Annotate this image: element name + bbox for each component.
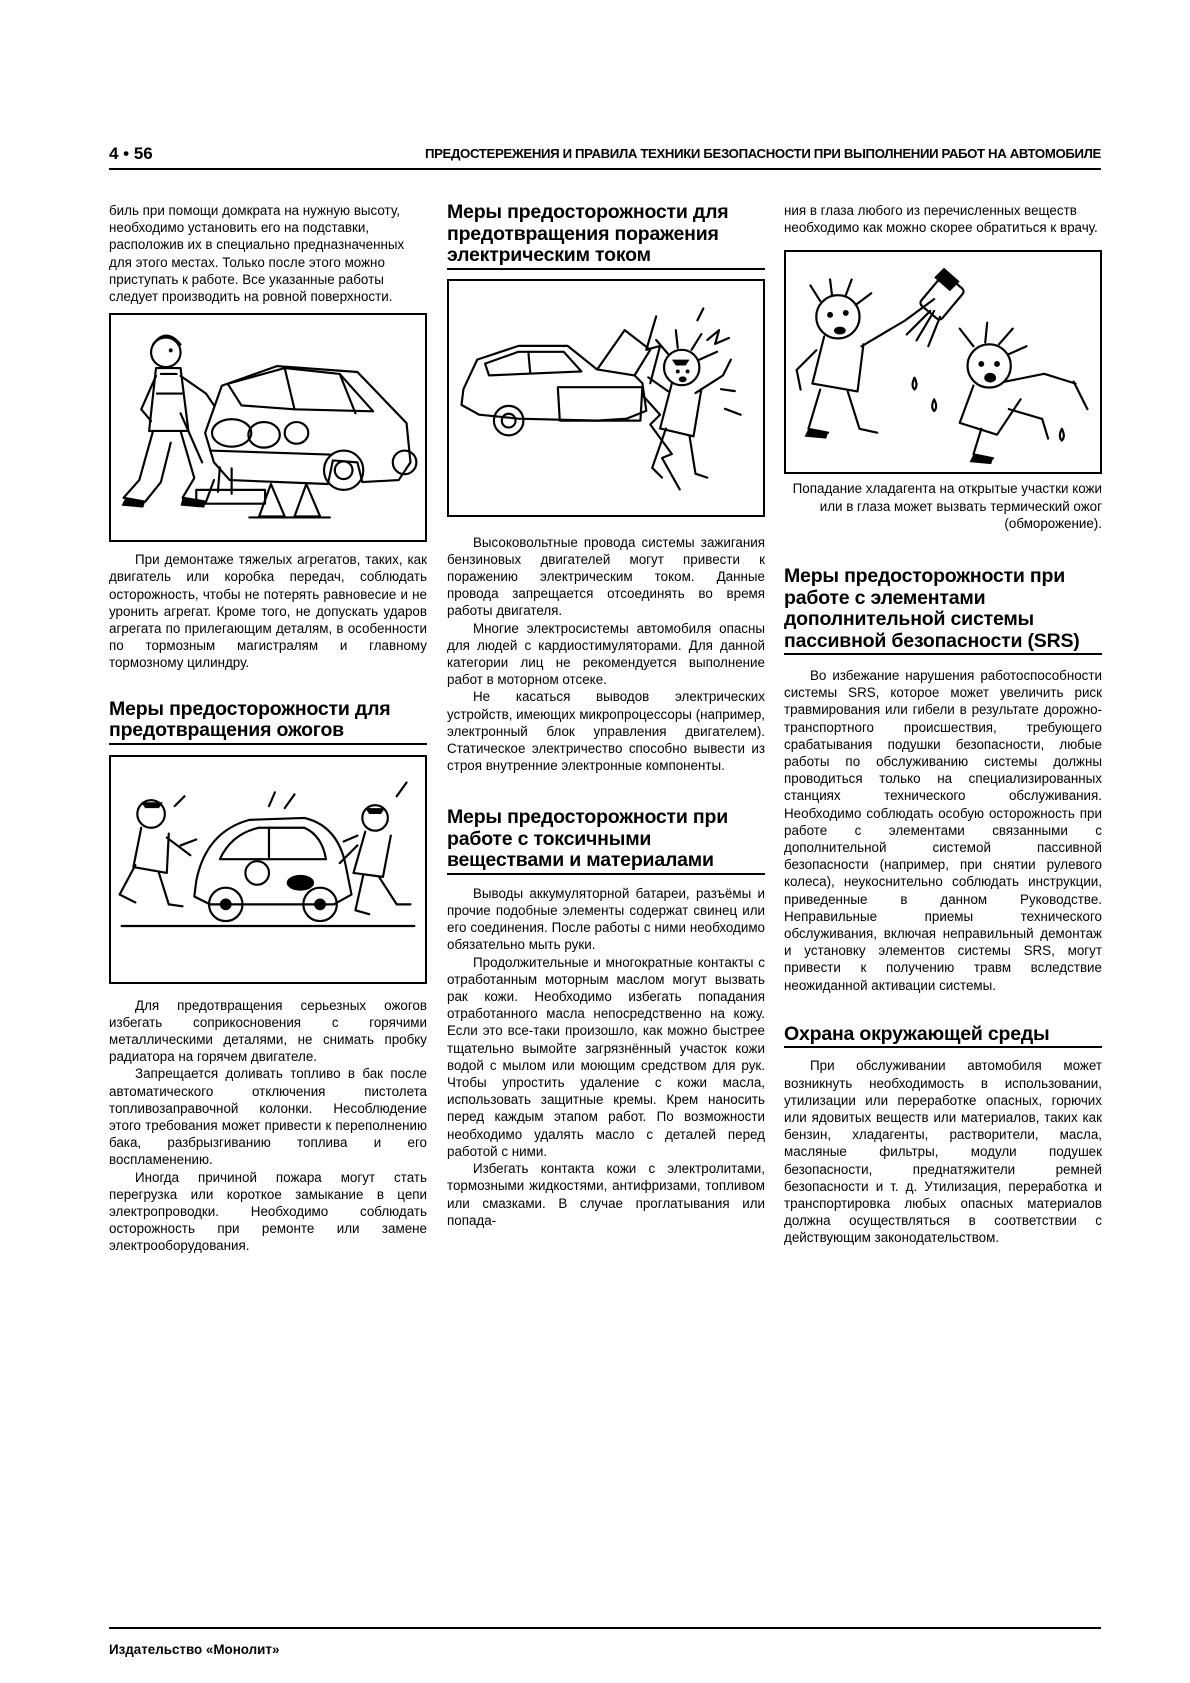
refrigerant-drawing (786, 252, 1100, 472)
footer-rule (109, 1627, 1101, 1629)
publisher: Издательство «Монолит» (109, 1642, 280, 1657)
page-number: 4 • 56 (109, 144, 153, 163)
illustration-refrigerant (784, 250, 1102, 474)
paragraph-environment: При обслуживании автомобиля может возникнуть необходимость в использовании, утилизации или переработке опасных, горючих или ядовитых веществ или материалов, таких как бензин, хладагенты, растворители, масла, масляные фильтры, модули подушек безопасности, преднатяжители ремней безопасности и т. д. Утилизация, переработка и транспортировка любых опасных материалов должна осуществляться в соответствии с действующим законодательством. (784, 1058, 1102, 1246)
column-2 (447, 202, 765, 1229)
illustration-car-on-stands (109, 313, 427, 542)
electric-shock-drawing (449, 281, 763, 515)
paragraph-lead: Выводы аккумуляторной батареи, разъёмы и прочие подобные элементы содержат свинец или его соединения. После работы с ними необходимо обязательно мыть руки. (447, 885, 765, 953)
column-3 (784, 202, 1102, 1247)
paragraph-heavy-units: При демонтаже тяжелых агрегатов, таких, как двигатель или коробка передач, соблюдать осторожность, чтобы не потерять равновесие и не уронить агрегат. Кроме того, не допускать ударов агрегата по прилегающим деталям, в особенности по тормозным магистралям и главному тормозному цилиндру. (109, 552, 427, 671)
paragraph-pacemakers: Многие электросистемы автомобиля опасны для людей с кардиостимуляторами. Для данной категории лиц не рекомендуется выполнение работ в моторном отсеке. (447, 620, 765, 688)
paragraph-refueling: Запрещается доливать топливо в бак после автоматического отключения пистолета топливозаправочной колонки. Несоблюдение этого требования может привести к переполнению бака, разбрызгиванию топлива и его воспламенению. (109, 1066, 427, 1168)
paragraph-static: Не касаться выводов электрических устройств, имеющих микропроцессоры (например, электронный блок управления двигателем). Статическое электричество способно вывести из строя внутренние электронные компоненты. (447, 689, 765, 774)
car-on-stands-drawing (111, 315, 425, 540)
heading-environment: Охрана окружающей среды (784, 1024, 1102, 1049)
paragraph-doctor: ния в глаза любого из перечисленных веществ необходимо как можно скорее обратиться к врачу. (784, 203, 1098, 236)
paragraph-fluids: Избегать контакта кожи с электролитами, тормозными жидкостями, антифризами, топливом или смазками. В случае проглатывания или попада- (447, 1161, 765, 1228)
heading-srs: Меры предосторожности при работе с элементами дополнительной системы пассивной безопасности (SRS) (784, 566, 1102, 655)
paragraph-hot-parts: Для предотвращения серьезных ожогов избегать соприкосновения с горячими металлическими деталями, не снимать пробку радиатора на горячем двигателе. (109, 997, 427, 1065)
column-1 (109, 202, 427, 1255)
paragraph-fire: Иногда причиной пожара могут стать перегрузка или короткое замыкание в цепи электропроводки. Необходимо соблюдать осторожность при ремонте или замене электрооборудования. (109, 1169, 427, 1254)
heading-burns: Меры предосторожности для предотвращения ожогов (109, 699, 427, 745)
caption-refrigerant: Попадание хладагента на открытые участки кожи или в глаза может вызвать термический ожог (обморожение). (792, 481, 1102, 531)
running-title: ПРЕДОСТЕРЕЖЕНИЯ И ПРАВИЛА ТЕХНИКИ БЕЗОПАСНОСТИ ПРИ ВЫПОЛНЕНИИ РАБОТ НА АВТОМОБИЛЕ (424, 146, 1101, 161)
illustration-electric-shock (447, 279, 765, 517)
burns-drawing (111, 757, 425, 982)
paragraph-srs: Во избежание нарушения работоспособности системы SRS, которое может увеличить риск травмирования или гибели в результате дорожно-транспортного происшествия, требующего срабатывания подушки безопасности, любые работы по обслуживанию системы должны проводиться только на специализированных станциях технического обслуживания. Необходимо соблюдать особую осторожность при работе с элементами связанными с дополнительной системой пассивной безопасности (например, при снятии рулевого колеса), неукоснительно соблюдать инструкции, приведенные в данном Руководстве. Неправильные приемы технического обслуживания, включая неправильный демонтаж и установку элементов системы SRS, могут привести к получению травм вследствие неожиданной активации системы. (784, 668, 1102, 993)
paragraph-used-oil: Продолжительные и многократные контакты с отработанным моторным маслом могут вызвать рак кожи. Необходимо избегать попадания отработанного масла непосредственно на кожу. Если это все-таки произошло, как можно быстрее тщательно вымойте загрязнённый участок кожи водой с мылом или моющим средством для рук. Чтобы упростить удаление с кожи масла, использовать защитные кремы. Крем наносить перед каждым этапом работ. По возможности необходимо удалять масло с деталей перед работой с ними. (447, 954, 765, 1159)
paragraph-high-voltage: Высоковольтные провода системы зажигания бензиновых двигателей могут привести к поражению электрическим током. Данные провода запрещается отсоединять во время работы двигателя. (447, 534, 765, 619)
heading-toxic: Меры предосторожности при работе с токсичными веществами и материалами (447, 807, 765, 875)
paragraph-jack-stands: биль при помощи домкрата на нужную высоту, необходимо установить его на подставки, расположив их в специально предназначенных для этого местах. Только после этого можно приступать к работе. Все указанные работы следует производить на ровной поверхности. (109, 203, 405, 305)
illustration-burns (109, 755, 427, 984)
heading-electric-shock: Меры предосторожности для предотвращения поражения электрическим током (447, 202, 765, 270)
page-header (109, 142, 1101, 170)
